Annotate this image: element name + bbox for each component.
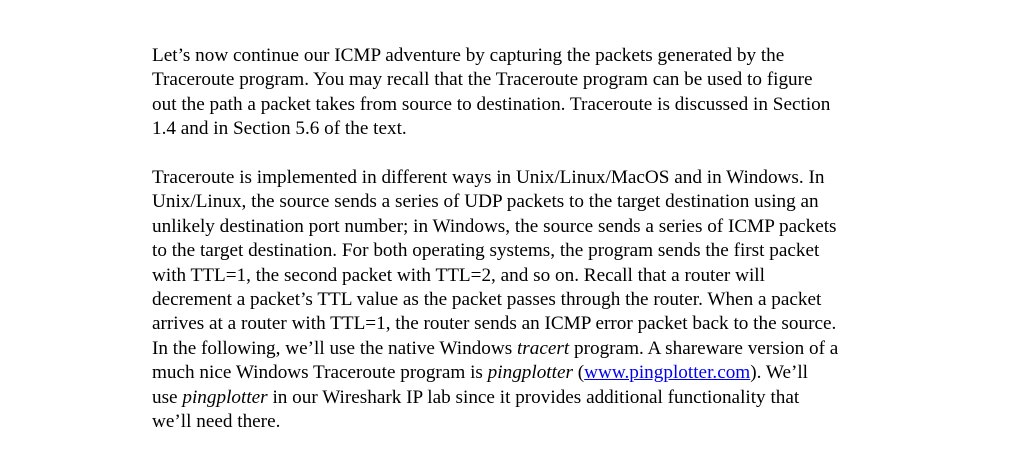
text-line: out the path a packet takes from source to destination. Traceroute is discussed in Section xyxy=(152,93,831,115)
pingplotter-term: pingplotter xyxy=(182,386,268,408)
text-line: 1.4 and in Section 5.6 of the text. xyxy=(152,118,407,140)
text-line: to the target destination. For both operating systems, the program sends the first packet xyxy=(152,240,820,262)
text-run: in our Wireshark IP lab since it provides additional functionality that xyxy=(267,386,800,408)
text-run: ). We’ll xyxy=(750,362,809,384)
paragraph-traceroute xyxy=(152,166,932,434)
text-line xyxy=(152,361,932,385)
text-run: program. A shareware version of a xyxy=(569,337,839,359)
text-run: use xyxy=(152,386,183,408)
text-line: with TTL=1, the second packet with TTL=2, and so on. Recall that a router will xyxy=(152,264,765,286)
text-line: decrement a packet’s TTL value as the packet passes through the router. When a packet xyxy=(152,289,822,311)
text-line xyxy=(152,337,932,361)
text-line: we’ll need there. xyxy=(152,411,281,433)
document-page xyxy=(152,44,932,434)
text-run: ( xyxy=(572,362,585,384)
text-line: arrives at a router with TTL=1, the router sends an ICMP error packet back to the source. xyxy=(152,313,837,335)
tracert-term: tracert xyxy=(516,337,570,359)
text-line: unlikely destination port number; in Windows, the source sends a series of ICMP packets xyxy=(152,215,837,237)
text-run: In the following, we’ll use the native Windows xyxy=(152,337,517,359)
text-line: Traceroute is implemented in different ways in Unix/Linux/MacOS and in Windows. In xyxy=(152,167,825,189)
pingplotter-term: pingplotter xyxy=(487,362,573,384)
text-line: Traceroute program. You may recall that the Traceroute program can be used to figure xyxy=(152,69,813,91)
pingplotter-link[interactable]: www.pingplotter.com xyxy=(584,362,751,384)
text-line xyxy=(152,386,932,410)
text-line: Let’s now continue our ICMP adventure by capturing the packets generated by the xyxy=(152,45,785,66)
paragraph-intro xyxy=(152,44,932,142)
text-run: much nice Windows Traceroute program is xyxy=(152,362,488,384)
text-line: Unix/Linux, the source sends a series of UDP packets to the target destination using an xyxy=(152,191,819,213)
